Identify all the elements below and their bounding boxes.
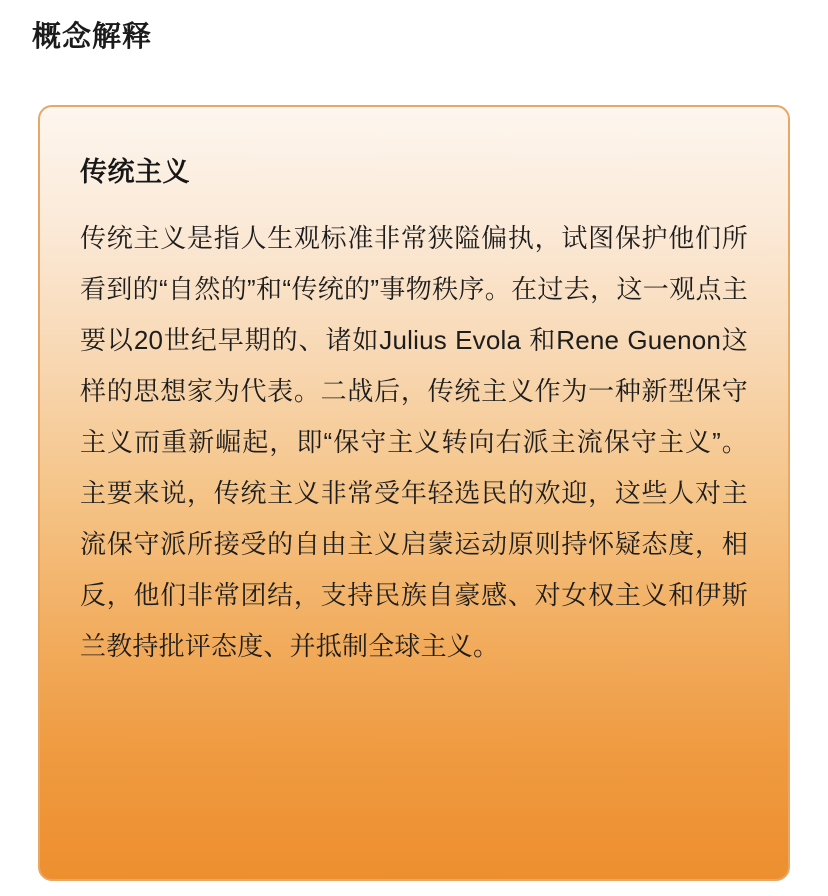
page-root xyxy=(0,17,828,896)
concept-card-content xyxy=(40,107,788,672)
page-title: 概念解释 xyxy=(32,21,153,53)
concept-term-heading: 传统主义 xyxy=(80,157,190,187)
concept-definition-text: 传统主义是指人生观标准非常狭隘偏执，试图保护他们所看到的“自然的”和“传统的”事物秩序。在过去，这一观点主要以20世纪早期的、诸如Julius Evola 和Rene Guenon这样的思想家为代表。二战后，传统主义作为一种新型保守主义而重新崛起，即“保守主义转向右派主流保守主义”。主要来说，传统主义非常受年轻选民的欢迎，这些人对主流保守派所接受的自由主义启蒙运动原则持怀疑态度，相反，他们非常团结，支持民族自豪感、对女权主义和伊斯兰教持批评态度、并抵制全球主义。 xyxy=(80,223,748,661)
concept-card xyxy=(38,105,790,881)
